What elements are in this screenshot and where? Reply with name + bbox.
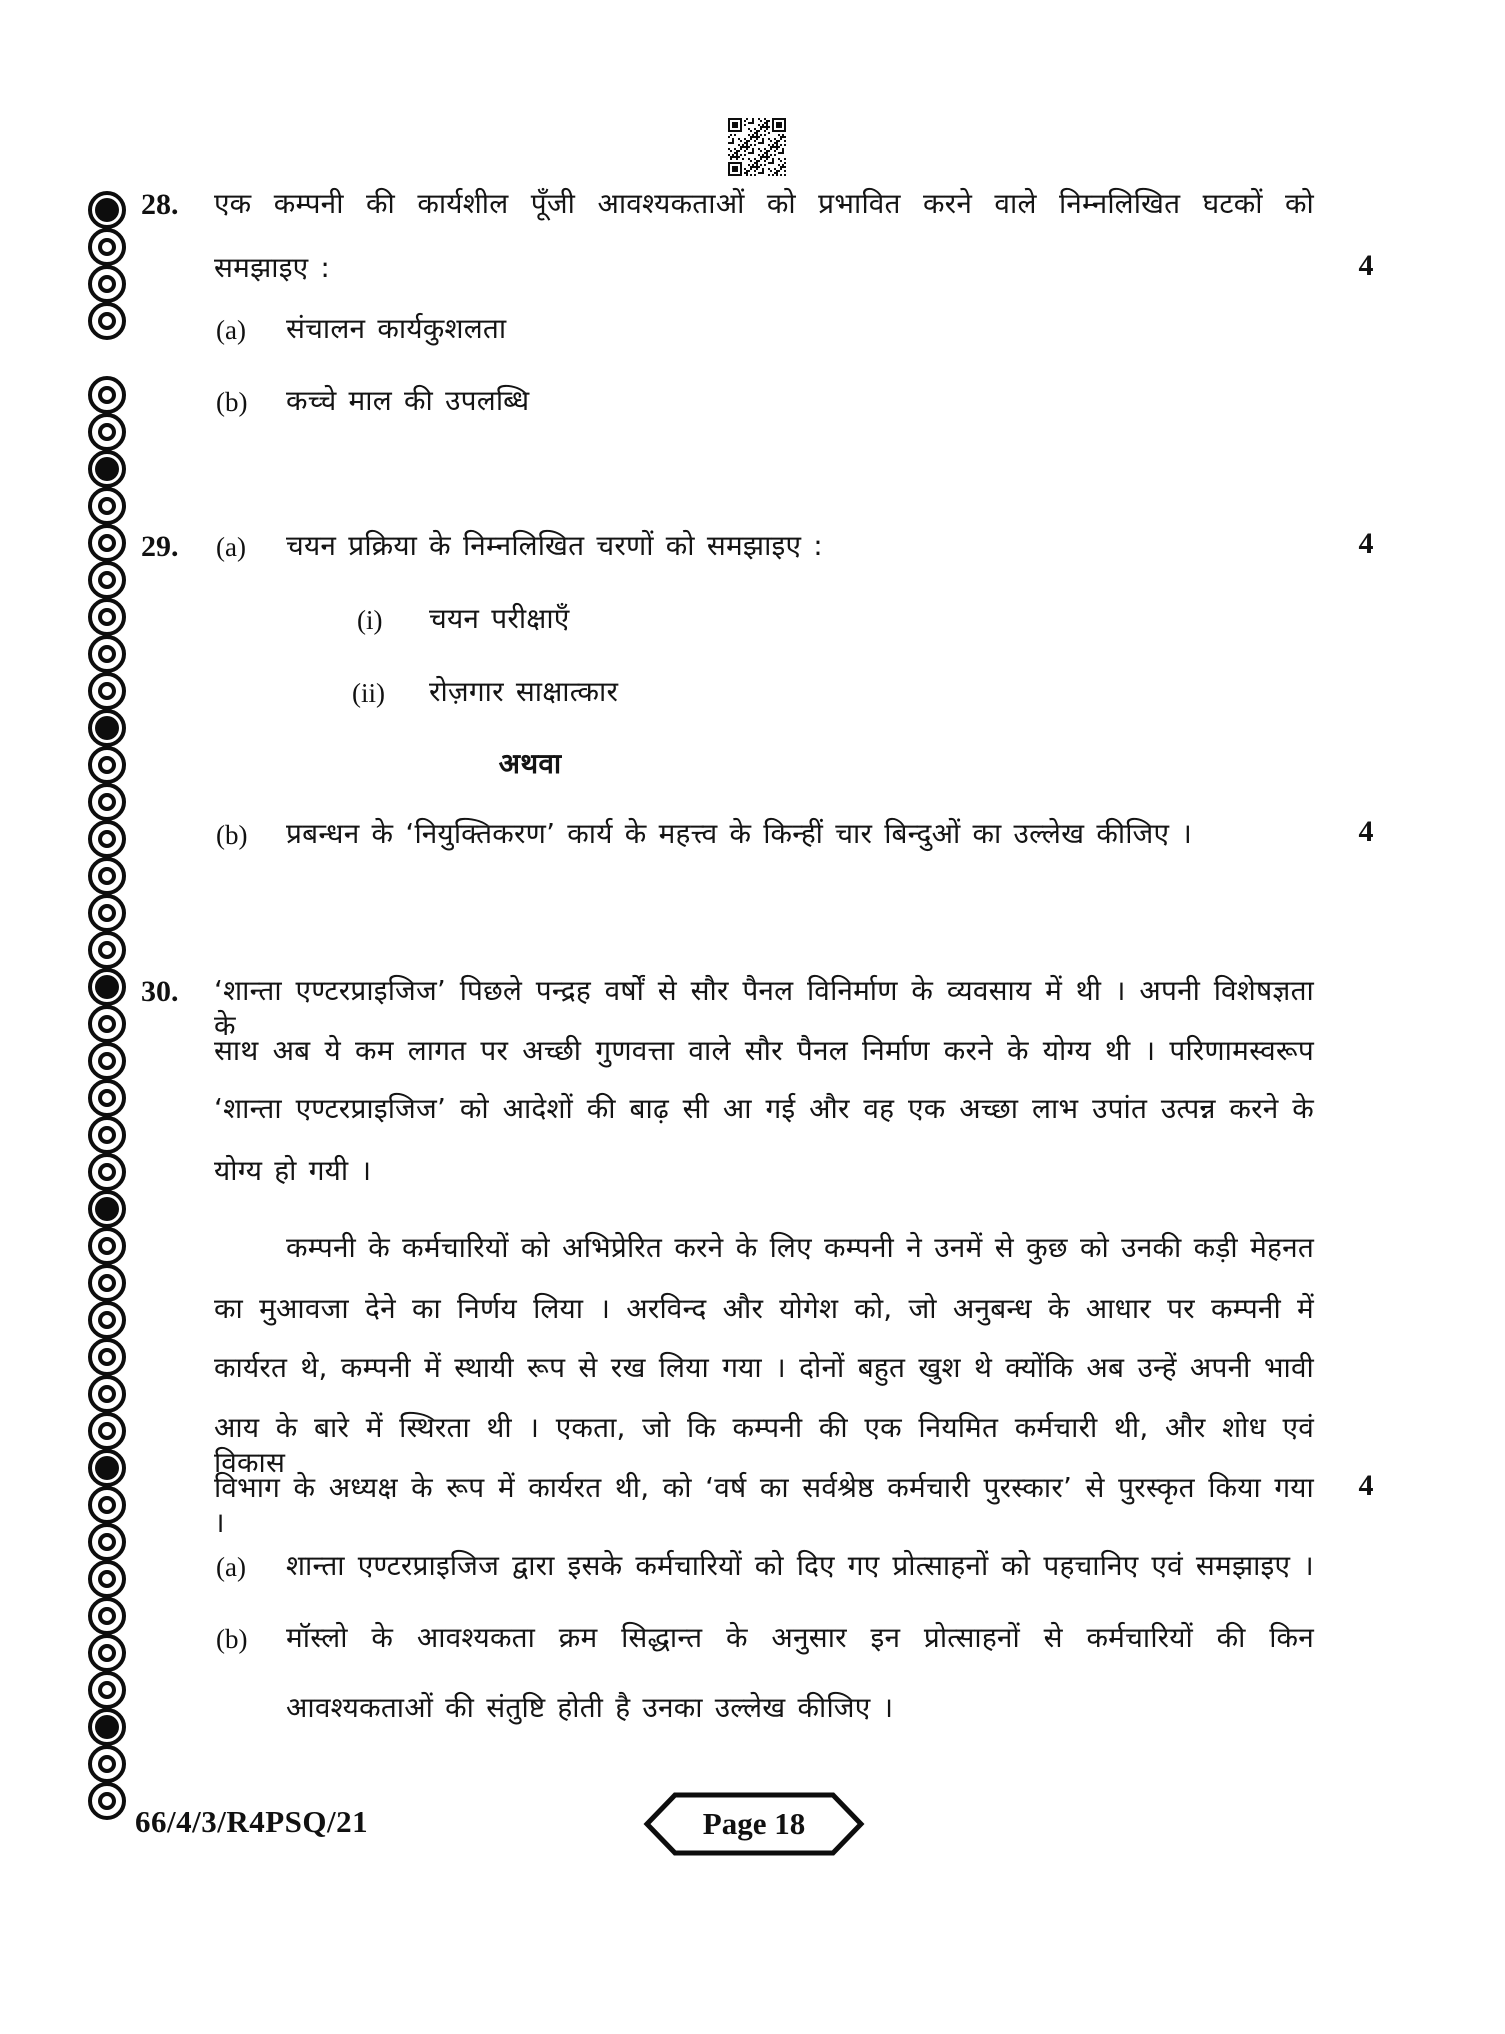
binding-mark-inner-ring <box>98 1570 116 1588</box>
q30-para2-line2: का मुआवजा देने का निर्णय लिया । अरविन्द और योगेश को, जो अनुबन्ध के आधार पर कम्पनी में <box>214 1292 1314 1325</box>
binding-mark-inner-ring <box>98 275 116 293</box>
binding-mark-inner-ring <box>98 497 116 515</box>
binding-mark <box>88 228 126 266</box>
binding-mark <box>88 1745 126 1783</box>
binding-mark-inner-ring <box>98 1052 116 1070</box>
binding-mark-inner-ring <box>95 975 119 999</box>
binding-mark-inner-ring <box>98 386 116 404</box>
q29-item-ii-text: रोज़गार साक्षात्कार <box>429 675 619 708</box>
binding-mark <box>88 931 126 969</box>
binding-mark <box>88 1671 126 1709</box>
q28-line-1: एक कम्पनी की कार्यशील पूँजी आवश्यकताओं को प्रभावित करने वाले निम्नलिखित घटकों को <box>214 187 1314 220</box>
binding-mark-inner-ring <box>95 716 119 740</box>
binding-mark-filled <box>88 968 126 1006</box>
binding-mark-inner-ring <box>95 1197 119 1221</box>
binding-mark-inner-ring <box>98 1348 116 1366</box>
binding-mark-inner-ring <box>95 1456 119 1480</box>
binding-mark <box>88 672 126 710</box>
binding-mark <box>88 302 126 340</box>
binding-mark-filled <box>88 1708 126 1746</box>
binding-mark <box>88 1116 126 1154</box>
binding-mark <box>88 894 126 932</box>
binding-mark <box>88 820 126 858</box>
q30-part-b-label: (b) <box>216 1624 248 1654</box>
binding-mark-inner-ring <box>98 423 116 441</box>
binding-mark <box>88 635 126 673</box>
binding-mark <box>88 524 126 562</box>
binding-mark <box>88 1597 126 1635</box>
binding-mark <box>88 413 126 451</box>
binding-mark-inner-ring <box>98 1163 116 1181</box>
q30-para1-line3: ‘शान्ता एण्टरप्राइजिज’ को आदेशों की बाढ़ सी आ गई और वह एक अच्छा लाभ उपांत उत्पन्न करने के <box>214 1092 1314 1125</box>
q30-para2-line3: कार्यरत थे, कम्पनी में स्थायी रूप से रख लिया गया । दोनों बहुत खुश थे क्योंकि अब उन्हें अपनी भावी <box>214 1351 1314 1384</box>
q29-part-a-marks: 4 <box>1358 527 1374 560</box>
binding-mark <box>88 783 126 821</box>
binding-mark-inner-ring <box>98 1755 116 1773</box>
binding-mark-inner-ring <box>98 1089 116 1107</box>
binding-mark <box>88 376 126 414</box>
binding-mark-inner-ring <box>98 645 116 663</box>
binding-mark <box>88 487 126 525</box>
q29-part-b-marks: 4 <box>1358 815 1374 848</box>
binding-mark <box>88 1486 126 1524</box>
q28-marks: 4 <box>1358 249 1374 282</box>
binding-mark-inner-ring <box>98 1607 116 1625</box>
binding-mark-inner-ring <box>98 756 116 774</box>
q30-part-b-line2: आवश्यकताओं की संतुष्टि होती है उनका उल्लेख कीजिए । <box>286 1691 894 1724</box>
q29-part-a-text: चयन प्रक्रिया के निम्नलिखित चरणों को समझाइए : <box>286 529 823 562</box>
binding-mark-inner-ring <box>95 198 119 222</box>
binding-mark-filled <box>88 1190 126 1228</box>
binding-mark-inner-ring <box>98 238 116 256</box>
binding-mark <box>88 1005 126 1043</box>
binding-mark-inner-ring <box>98 1422 116 1440</box>
q30-para1-line4: योग्य हो गयी । <box>214 1154 372 1187</box>
q29-item-ii-label: (ii) <box>352 678 385 708</box>
binding-mark-inner-ring <box>98 1533 116 1551</box>
q28-number: 28. <box>141 188 179 221</box>
q28-part-b-text: कच्चे माल की उपलब्धि <box>286 384 530 417</box>
binding-mark-inner-ring <box>98 1644 116 1662</box>
binding-mark-filled <box>88 1449 126 1487</box>
binding-mark-inner-ring <box>98 830 116 848</box>
q29-item-i-text: चयन परीक्षाएँ <box>429 602 570 635</box>
binding-mark-inner-ring <box>98 904 116 922</box>
q30-para2-line5: विभाग के अध्यक्ष के रूप में कार्यरत थी, को ‘वर्ष का सर्वश्रेष्ठ कर्मचारी पुरस्कार’ से पुरस्कृत किया गया । <box>214 1471 1314 1539</box>
q29-part-b-text: प्रबन्धन के ‘नियुक्तिकरण’ कार्य के महत्त्व के किन्हीं चार बिन्दुओं का उल्लेख कीजिए । <box>286 817 1193 850</box>
binding-mark-inner-ring <box>98 312 116 330</box>
binding-mark-inner-ring <box>98 1792 116 1810</box>
binding-mark <box>88 1634 126 1672</box>
binding-mark <box>88 1301 126 1339</box>
binding-mark-inner-ring <box>98 571 116 589</box>
binding-mark <box>88 265 126 303</box>
q30-para1-line1: ‘शान्ता एण्टरप्राइजिज’ पिछले पन्द्रह वर्षों से सौर पैनल विनिर्माण के व्यवसाय में थी । अपनी विशेषज्ञता के <box>214 974 1314 1042</box>
binding-mark-inner-ring <box>95 1715 119 1739</box>
q28-part-a-text: संचालन कार्यकुशलता <box>286 312 507 345</box>
binding-mark-filled <box>88 191 126 229</box>
binding-mark-inner-ring <box>98 1237 116 1255</box>
binding-mark-inner-ring <box>98 1311 116 1329</box>
binding-mark <box>88 561 126 599</box>
q28-part-a-label: (a) <box>216 315 246 345</box>
q29-item-i-label: (i) <box>357 605 383 635</box>
footer-paper-code: 66/4/3/R4PSQ/21 <box>135 1804 369 1839</box>
page-number-hexagon <box>643 1790 865 1858</box>
q30-marks: 4 <box>1358 1469 1374 1502</box>
q30-number: 30. <box>141 975 179 1008</box>
binding-mark-inner-ring <box>98 1015 116 1033</box>
binding-mark <box>88 1042 126 1080</box>
q28-line-2: समझाइए : <box>214 251 331 284</box>
q29-or-separator: अथवा <box>498 747 562 780</box>
binding-mark-filled <box>88 450 126 488</box>
q30-para1-line2: साथ अब ये कम लागत पर अच्छी गुणवत्ता वाले सौर पैनल निर्माण करने के योग्य थी । परिणामस्वरूप <box>214 1034 1314 1067</box>
q29-part-a-label: (a) <box>216 532 246 562</box>
page-number-label: Page 18 <box>702 1806 806 1841</box>
binding-mark <box>88 598 126 636</box>
binding-mark-inner-ring <box>98 608 116 626</box>
binding-mark <box>88 857 126 895</box>
binding-mark <box>88 1375 126 1413</box>
binding-mark-inner-ring <box>95 457 119 481</box>
q30-para2-line4: आय के बारे में स्थिरता थी । एकता, जो कि कम्पनी की एक नियमित कर्मचारी थी, और शोध एवं विकास <box>214 1411 1314 1479</box>
binding-mark-inner-ring <box>98 1274 116 1292</box>
binding-mark <box>88 746 126 784</box>
binding-mark <box>88 1338 126 1376</box>
binding-mark-inner-ring <box>98 793 116 811</box>
binding-mark-inner-ring <box>98 1126 116 1144</box>
binding-mark <box>88 1782 126 1820</box>
binding-mark-inner-ring <box>98 1681 116 1699</box>
binding-mark-inner-ring <box>98 534 116 552</box>
binding-mark <box>88 1153 126 1191</box>
q29-part-b-label: (b) <box>216 820 248 850</box>
binding-mark-inner-ring <box>98 941 116 959</box>
binding-mark-inner-ring <box>98 1496 116 1514</box>
q30-part-b-line1: मॉस्लो के आवश्यकता क्रम सिद्धान्त के अनुसार इन प्रोत्साहनों से कर्मचारियों की किन <box>286 1621 1314 1654</box>
binding-mark-inner-ring <box>98 867 116 885</box>
q30-part-a-text: शान्ता एण्टरप्राइजिज द्वारा इसके कर्मचारियों को दिए गए प्रोत्साहनों को पहचानिए एवं समझाइए । <box>286 1549 1314 1582</box>
binding-mark <box>88 1560 126 1598</box>
qr-code <box>728 118 786 176</box>
q30-para2-line1: कम्पनी के कर्मचारियों को अभिप्रेरित करने के लिए कम्पनी ने उनमें से कुछ को उनकी कड़ी मेहनत <box>286 1231 1314 1264</box>
binding-mark <box>88 1523 126 1561</box>
q28-part-b-label: (b) <box>216 387 248 417</box>
q30-part-a-label: (a) <box>216 1552 246 1582</box>
binding-mark <box>88 1079 126 1117</box>
binding-mark-inner-ring <box>98 682 116 700</box>
binding-mark <box>88 1412 126 1450</box>
q29-number: 29. <box>141 530 179 563</box>
binding-mark <box>88 1227 126 1265</box>
binding-mark-filled <box>88 709 126 747</box>
binding-mark-inner-ring <box>98 1385 116 1403</box>
binding-mark <box>88 1264 126 1302</box>
